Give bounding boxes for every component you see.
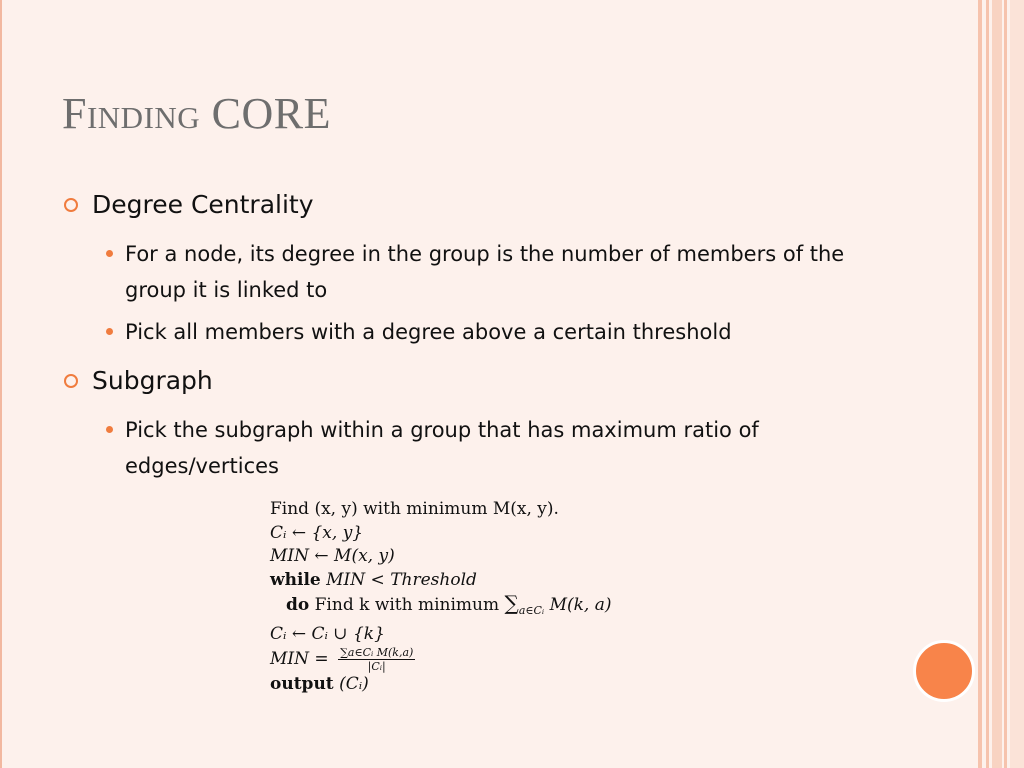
dot-bullet-icon	[106, 426, 113, 433]
section-subgraph	[64, 362, 894, 400]
section-items	[106, 236, 894, 350]
section-items	[106, 412, 894, 484]
list-item	[106, 236, 894, 308]
section-heading: Degree Centrality	[92, 190, 314, 219]
decorative-circle	[913, 640, 975, 702]
sum-subscript: a∈Cᵢ	[518, 604, 545, 617]
fraction-numerator: ∑a∈Cᵢ M(k,a)	[340, 646, 414, 659]
expression: MIN < Threshold	[326, 569, 477, 590]
right-decorative-stripes	[978, 0, 1024, 768]
slide-content	[64, 186, 894, 496]
expression: (Cᵢ)	[339, 674, 369, 694]
algorithm-line	[270, 646, 611, 673]
algorithm-line: Cᵢ ← {x, y}	[270, 522, 364, 543]
expression: Find k with minimum	[314, 595, 500, 615]
algorithm-block	[270, 498, 611, 697]
fraction-denominator: |Cᵢ|	[367, 660, 386, 673]
dot-bullet-icon	[106, 328, 113, 335]
algorithm-line: Cᵢ ← Cᵢ ∪ {k}	[270, 623, 385, 644]
slide-title: Finding CORE	[62, 89, 332, 138]
fraction	[338, 646, 415, 673]
algorithm-line: MIN ← M(x, y)	[270, 546, 395, 566]
list-item-text: Pick all members with a degree above a certain threshold	[125, 320, 732, 344]
keyword: output	[270, 674, 334, 694]
ring-bullet-icon	[64, 198, 78, 212]
dot-bullet-icon	[106, 250, 113, 257]
algorithm-line	[270, 673, 611, 697]
list-item-text: Pick the subgraph within a group that has maximum ratio of edges/vertices	[125, 418, 759, 478]
list-item	[106, 314, 894, 350]
section-degree-centrality	[64, 186, 894, 224]
keyword: do	[286, 595, 310, 615]
expression: M(k, a)	[549, 595, 612, 615]
expression: MIN =	[270, 649, 329, 669]
keyword: while	[270, 569, 321, 590]
algorithm-line	[270, 592, 611, 623]
list-item	[106, 412, 894, 484]
sum-symbol: ∑	[504, 591, 519, 615]
section-heading: Subgraph	[92, 366, 213, 395]
left-border	[0, 0, 2, 768]
algorithm-line: Find (x, y) with minimum M(x, y).	[270, 499, 559, 519]
ring-bullet-icon	[64, 374, 78, 388]
algorithm-line	[270, 569, 611, 593]
list-item-text: For a node, its degree in the group is the number of members of the group it is linked to	[125, 242, 845, 302]
